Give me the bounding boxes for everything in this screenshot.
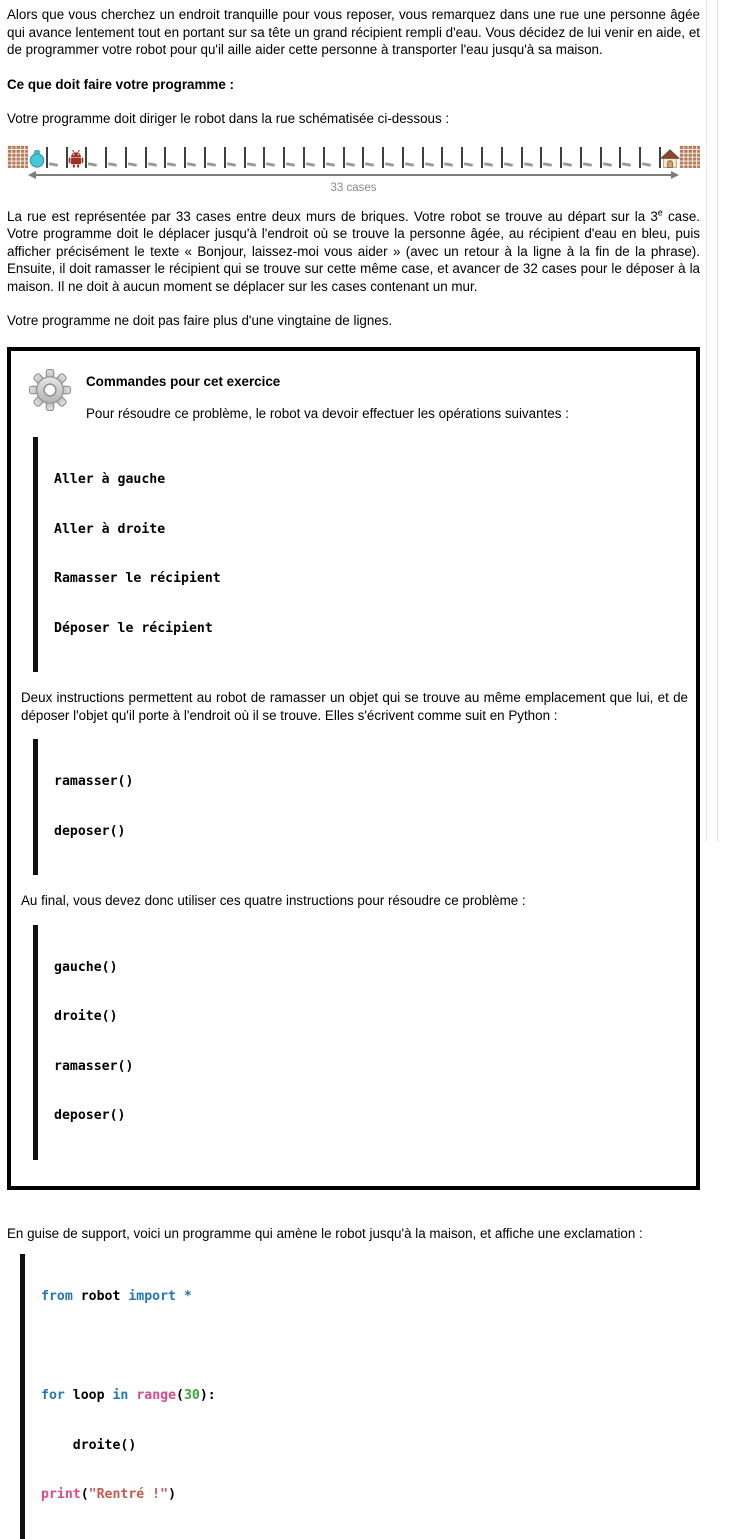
command-line: Déposer le récipient: [54, 620, 213, 636]
ground-mark: [207, 162, 216, 166]
street-cell-4: [87, 147, 107, 168]
brick-wall-left-icon: [7, 145, 28, 168]
ground-mark: [622, 162, 631, 166]
street-cell-14: [285, 147, 305, 168]
scroll-gutter-line: [706, 0, 707, 842]
street-cell-6: [127, 147, 147, 168]
ground-mark: [583, 162, 592, 166]
street-cell-10: [206, 147, 226, 168]
program-heading: Ce que doit faire votre programme :: [7, 76, 234, 92]
ordinal-superscript: e: [657, 207, 663, 218]
street-width-arrow: [28, 171, 679, 180]
code-line: droite(): [54, 1009, 118, 1024]
street-cell-7: [147, 147, 167, 168]
ground-mark: [424, 162, 433, 166]
code-line: for loop in range(30):: [41, 1388, 216, 1403]
ground-mark: [345, 162, 354, 166]
exercise-page: [7, 6, 700, 1539]
commands-box: [7, 347, 700, 1190]
street-intro: Votre programme doit diriger le robot dans la rue schématisée ci-dessous :: [7, 111, 450, 126]
water-container-icon: [29, 150, 44, 168]
street-cell-28: [562, 147, 582, 168]
box-title: Commandes pour cet exercice: [86, 373, 281, 389]
street-cell-5: [107, 147, 127, 168]
ground-mark: [128, 162, 137, 166]
street-cell-3: [68, 147, 88, 168]
code-line: droite(): [41, 1437, 137, 1453]
ground-mark: [246, 162, 255, 166]
street-cell-8: [166, 147, 186, 168]
support-code-block: [20, 1254, 700, 1539]
ground-mark: [543, 162, 552, 166]
street-cell-25: [503, 147, 523, 168]
ground-mark: [167, 162, 176, 166]
ground-mark: [385, 162, 394, 166]
ground-mark: [88, 162, 97, 166]
ground-mark: [365, 162, 374, 166]
street-cell-24: [483, 147, 503, 168]
ground-mark: [405, 162, 414, 166]
support-intro: En guise de support, voici un programme qui amène le robot jusqu'à la maison, et affiche une exclamation :: [7, 1225, 643, 1241]
pickup-paragraph: Deux instructions permettent au robot de ramasser un objet qui se trouve au même emplacement que lui, et de déposer l'objet qu'il porte à l'endroit où il se trouve. Elles s'écrivent comme suit en Python :: [21, 690, 688, 723]
ground-mark: [148, 162, 157, 166]
ground-mark: [602, 162, 611, 166]
command-line: Aller à gauche: [54, 472, 166, 487]
street-cell-21: [424, 147, 444, 168]
ground-mark: [187, 162, 196, 166]
street-cell-12: [246, 147, 266, 168]
street-cell-11: [226, 147, 246, 168]
code-line: deposer(): [54, 823, 126, 839]
street-cell-1: [28, 147, 48, 168]
code-line: from robot import *: [41, 1289, 192, 1304]
code-line: ramasser(): [54, 774, 134, 789]
box-intro: Pour résoudre ce problème, le robot va devoir effectuer les opérations suivantes :: [86, 405, 569, 421]
robot-icon: [68, 149, 84, 168]
intro-paragraph: Alors que vous cherchez un endroit tranquille pour vous reposer, vous remarquez dans une rue une personne âgée qui avance lentement tout en portant sur sa tête un grand récipient rempli d'eau. Vous décidez de lui venir en aide, et de programmer votre robot pour qu'il aille aider cette personne à transporter l'eau jusqu'à sa maison.: [7, 7, 700, 57]
street-cell-20: [404, 147, 424, 168]
ground-mark: [227, 162, 236, 166]
code-line: gauche(): [54, 959, 118, 975]
street-cell-16: [325, 147, 345, 168]
street-schematic: [7, 145, 700, 194]
street-cell-19: [384, 147, 404, 168]
street-cases-label: 33 cases: [330, 181, 377, 194]
street-cell-2: [48, 147, 68, 168]
ground-mark: [642, 162, 651, 166]
ground-mark: [464, 162, 473, 166]
ground-mark: [108, 162, 117, 166]
street-cell-26: [523, 147, 543, 168]
brick-wall-right-icon: [679, 145, 700, 168]
code-line: print("Rentré !"): [41, 1487, 177, 1502]
arrow-right-icon: [671, 171, 679, 179]
ground-mark: [306, 162, 315, 166]
street-cell-32: [641, 147, 661, 168]
street-cell-29: [582, 147, 602, 168]
scroll-gutter-line: [717, 0, 718, 842]
gear-icon: [29, 369, 71, 414]
ground-mark: [484, 162, 493, 166]
ground-mark: [49, 162, 58, 166]
final-code: [33, 925, 688, 1160]
street-cell-9: [186, 147, 206, 168]
lines-limit-note: Votre programme ne doit pas faire plus d'une vingtaine de lignes.: [7, 313, 393, 328]
street-cell-18: [364, 147, 384, 168]
street-cell-31: [621, 147, 641, 168]
code-line: ramasser(): [54, 1058, 134, 1074]
ground-mark: [523, 162, 532, 166]
street-description: La rue est représentée par 33 cases entre deux murs de briques. Votre robot se trouve au départ sur la 3e case. Votre programme doit le déplacer jusqu'à l'endroit où se trouve la personne âgée, au récipient d'eau en bleu, puis afficher précisément le texte « Bonjour, laissez-moi vous aider » (avec un retour à la ligne à la fin de la phrase). Ensuite, il doit ramasser le récipient qui se trouve sur cette même case, et avancer de 32 cases pour le déposer à la maison. Il ne doit à aucun moment se déplacer sur les cases contenant un mur.: [7, 207, 700, 294]
ground-mark: [563, 162, 572, 166]
ground-mark: [444, 162, 453, 166]
street-cell-33: [661, 147, 679, 168]
ground-mark: [266, 162, 275, 166]
code-line-blank: [41, 1339, 700, 1356]
street-cell-23: [463, 147, 483, 168]
ground-mark: [504, 162, 513, 166]
commands-list-code: [33, 437, 688, 672]
ground-mark: [286, 162, 295, 166]
street-cells: [28, 147, 679, 168]
pickup-code: [33, 739, 688, 875]
code-line: deposer(): [54, 1108, 126, 1123]
street-cell-17: [345, 147, 365, 168]
street-cell-30: [602, 147, 622, 168]
command-line: Aller à droite: [54, 521, 166, 537]
street-cell-13: [265, 147, 285, 168]
final-paragraph: Au final, vous devez donc utiliser ces quatre instructions pour résoudre ce problème :: [21, 893, 526, 908]
command-line: Ramasser le récipient: [54, 571, 221, 586]
street-cell-27: [542, 147, 562, 168]
house-icon: [660, 149, 679, 168]
ground-mark: [326, 162, 335, 166]
street-cell-15: [305, 147, 325, 168]
street-cell-22: [443, 147, 463, 168]
